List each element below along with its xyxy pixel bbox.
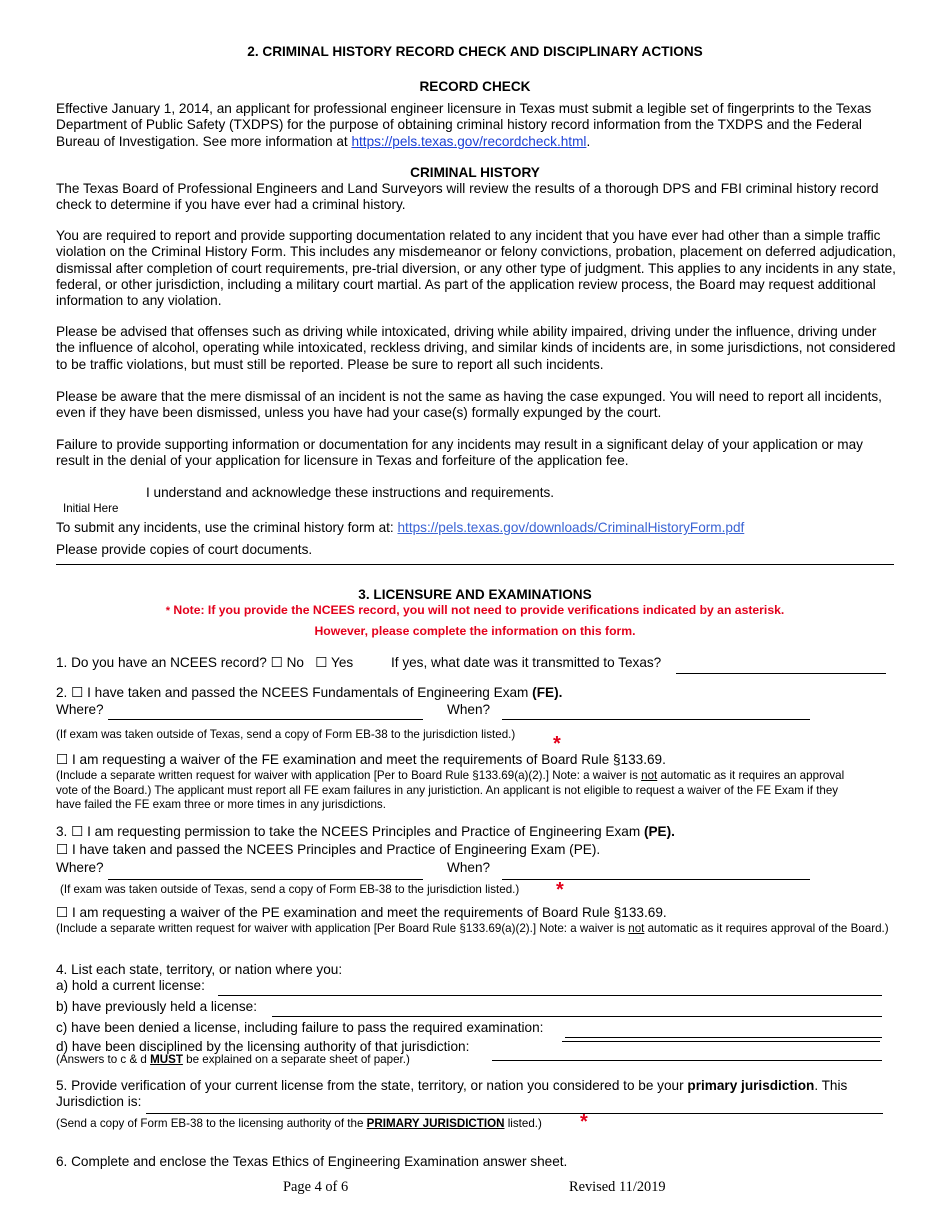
acknowledge-text: I understand and acknowledge these instructions and requirements. — [146, 485, 555, 500]
q4c-field[interactable] — [565, 1037, 882, 1038]
fe-where-label: Where? — [56, 702, 104, 717]
court-documents-text: Please provide copies of court documents. — [56, 542, 313, 557]
pe-eb38-note: (If exam was taken outside of Texas, send a copy of Form EB-38 to the jurisdiction listed.) — [60, 883, 520, 896]
q4d-field-2[interactable] — [492, 1060, 882, 1061]
q4a-field[interactable] — [218, 995, 882, 996]
fe-asterisk: * — [553, 733, 561, 755]
criminal-history-paragraph-4: Please be aware that the mere dismissal of an incident is not the same as having the case expunged. You will need to report all incidents, even if they have been dismissed, unless you have had your case(s) formally expunged by the court. — [56, 389, 882, 421]
q3-pe-exam-request[interactable]: 3. ☐ I am requesting permission to take the NCEES Principles and Practice of Engineering Exam (PE). — [56, 824, 675, 839]
q4b-label: b) have previously held a license: — [56, 999, 257, 1014]
pe-asterisk: * — [556, 879, 564, 901]
q5-jurisdiction-field[interactable] — [146, 1113, 883, 1114]
fe-eb38-note: (If exam was taken outside of Texas, send a copy of Form EB-38 to the jurisdiction listed.) — [56, 728, 516, 741]
q4-must-note: (Answers to c & d MUST be explained on a separate sheet of paper.) — [56, 1053, 410, 1066]
q4-list-jurisdictions: 4. List each state, territory, or nation where you: — [56, 962, 343, 977]
q5-asterisk: * — [580, 1111, 588, 1133]
q4d-field[interactable] — [562, 1041, 880, 1042]
pe-where-field[interactable] — [108, 879, 423, 880]
fe-when-label: When? — [447, 702, 491, 717]
section-3-title: 3. LICENSURE AND EXAMINATIONS — [358, 587, 592, 602]
q4c-label: c) have been denied a license, including failure to pass the required examination: — [56, 1020, 544, 1035]
q4d-label: d) have been disciplined by the licensing authority of that jurisdiction: — [56, 1039, 470, 1054]
criminal-history-heading: CRIMINAL HISTORY — [410, 165, 540, 180]
pe-when-label: When? — [447, 860, 491, 875]
pe-waiver-checkbox[interactable]: ☐ I am requesting a waiver of the PE examination and meet the requirements of Board Rule §133.69. — [56, 905, 667, 920]
pe-waiver-note: (Include a separate written request for waiver with application [Per Board Rule §133.69(a)(2).] Note: a waiver is not automatic as it requires approval of the Board.) — [56, 922, 889, 935]
q6-ethics-exam: 6. Complete and enclose the Texas Ethics of Engineering Examination answer sheet. — [56, 1154, 568, 1169]
criminal-history-form-link[interactable]: https://pels.texas.gov/downloads/CriminalHistoryForm.pdf — [397, 520, 745, 535]
initial-here-label: Initial Here — [63, 502, 119, 515]
q4a-label: a) hold a current license: — [56, 978, 205, 993]
recordcheck-link[interactable]: https://pels.texas.gov/recordcheck.html — [351, 133, 587, 149]
ncees-note: * Note: If you provide the NCEES record, you will not need to provide verifications indicated by an asterisk. — [165, 603, 785, 617]
criminal-history-paragraph-3: Please be advised that offenses such as driving while intoxicated, driving while ability impaired, driving under the influence, driving under the influence of alcohol, operating while intoxicated, reckless driving, and similar kinds of incidents are, in some jurisdictions, not considered to be traffic violations, but must still be reported. Please be sure to report all such incidents. — [56, 324, 896, 372]
submit-incidents-line: To submit any incidents, use the criminal history form at: https://pels.texas.gov/downloads/CriminalHistoryForm.pdf — [56, 520, 745, 535]
q1-date-label: If yes, what date was it transmitted to Texas? — [391, 655, 662, 670]
criminal-history-paragraph-1: The Texas Board of Professional Engineers and Land Surveyors will review the results of a thorough DPS and FBI criminal history record check to determine if you have ever had a criminal history. — [56, 181, 879, 213]
fe-waiver-note: (Include a separate written request for waiver with application [Per to Board Rule §133.69(a)(2).] Note: a waiver is not automatic as it requires an approval vote of the Board.) The applicant must report all FE exam failures in any juristiction. An applicant is not eligible to request a waiver of the FE Exam if they have failed the FE exam three or more times in any jurisdictions. — [56, 769, 845, 812]
pe-when-field[interactable] — [502, 879, 810, 880]
fe-when-field[interactable] — [502, 719, 810, 720]
q5-primary-jurisdiction: 5. Provide verification of your current license from the state, territory, or nation you considered to be your primary jurisdiction. This Jurisdiction is: — [56, 1078, 848, 1110]
q2-fe-exam: 2. ☐ I have taken and passed the NCEES Fundamentals of Engineering Exam (FE). — [56, 685, 563, 700]
record-check-heading: RECORD CHECK — [419, 79, 531, 94]
q1-no-checkbox[interactable]: ☐ No — [270, 655, 304, 670]
criminal-history-paragraph-5: Failure to provide supporting information or documentation for any incidents may result in a significant delay of your application or may result in the denial of your application for licensure in Texas and forfeiture of the application fee. — [56, 437, 863, 469]
section-2-title: 2. CRIMINAL HISTORY RECORD CHECK AND DISCIPLINARY ACTIONS — [247, 44, 703, 59]
q4b-field[interactable] — [272, 1016, 882, 1017]
q1-date-field[interactable] — [676, 673, 886, 674]
fe-where-field[interactable] — [108, 719, 423, 720]
note-asterisk: * — [165, 605, 171, 617]
q3-pe-passed-checkbox[interactable]: ☐ I have taken and passed the NCEES Principles and Practice of Engineering Exam (PE). — [56, 842, 601, 857]
pe-where-label: Where? — [56, 860, 104, 875]
criminal-history-paragraph-2: You are required to report and provide supporting documentation related to any incident that you have ever had other than a simple traffic violation on the Criminal History Form. This includes any misdemeanor or felony convictions, probation, placement on deferred adjudication, dismissal after completion of court requirements, pre-trial diversion, or any other type of judgment. This applies to any incidents in any state, federal, or other jurisdiction, including a military court martial. As part of the application review process, the Board may request additional information to any violation. — [56, 228, 896, 309]
ncees-note-2: However, please complete the information on this form. — [314, 624, 636, 638]
section-divider — [56, 564, 894, 565]
fe-waiver-checkbox[interactable]: ☐ I am requesting a waiver of the FE examination and meet the requirements of Board Rule §133.69. — [56, 752, 666, 767]
record-check-paragraph: Effective January 1, 2014, an applicant for professional engineer licensure in Texas must submit a legible set of fingerprints to the Texas Department of Public Safety (TXDPS) for the purpose of obtaining criminal history record information from the TXDPS and the Federal Bureau of Investigation. See more information at https://pels.texas.gov/recordcheck.html. — [56, 101, 872, 149]
q1-ncees-record: 1. Do you have an NCEES record? ☐ No ☐ Yes — [56, 655, 354, 670]
page-number: Page 4 of 6 — [283, 1179, 349, 1195]
q5-eb38-note: (Send a copy of Form EB-38 to the licensing authority of the PRIMARY JURISDICTION listed.) — [56, 1117, 542, 1130]
revised-date: Revised 11/2019 — [569, 1179, 666, 1195]
q1-yes-checkbox[interactable]: ☐ Yes — [315, 655, 354, 670]
